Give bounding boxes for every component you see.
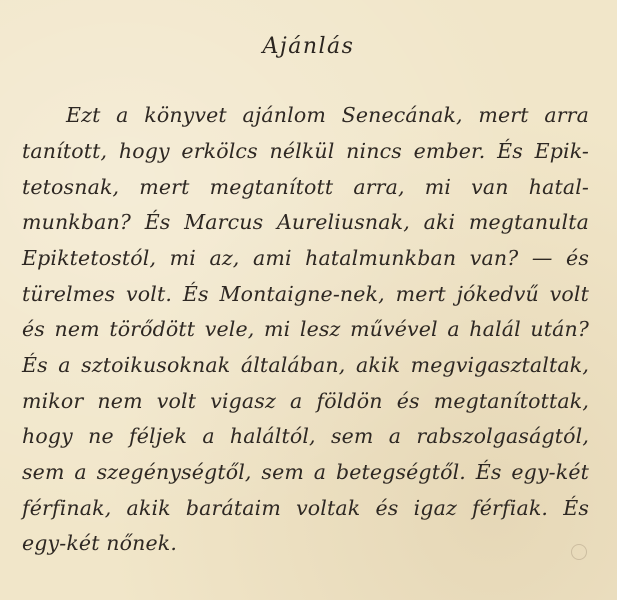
page-title: Ajánlás: [262, 34, 355, 59]
text-line: tanított, hogy erkölcs nélkül nincs ember. És Epik-: [22, 139, 589, 163]
text-line: mikor nem volt vigasz a földön és megtanítottak,: [22, 389, 589, 413]
text-line: Epiktetostól, mi az, ami hatalmunkban van? — és: [22, 246, 589, 270]
text-line: férfinak, akik barátaim voltak és igaz férfiak. És: [22, 496, 589, 520]
text-line: egy-két nőnek.: [22, 531, 177, 555]
text-line: hogy ne féljek a haláltól, sem a rabszolgaságtól,: [22, 424, 589, 448]
text-line: És a sztoikusoknak általában, akik megvigasztaltak,: [22, 353, 589, 377]
text-line: Ezt a könyvet ajánlom Senecának, mert arra: [66, 103, 589, 127]
text-line: munkban? És Marcus Aureliusnak, aki megtanulta: [22, 210, 589, 234]
text-line: tetosnak, mert megtanított arra, mi van hatal-: [22, 175, 589, 199]
text-line: türelmes volt. És Montaigne-nek, mert jókedvű volt: [22, 282, 589, 306]
text-line: és nem törődött vele, mi lesz művével a halál után?: [22, 317, 589, 341]
text-line: sem a szegénységtől, sem a betegségtől. És egy-két: [22, 460, 589, 484]
paper-stain: [571, 544, 587, 560]
